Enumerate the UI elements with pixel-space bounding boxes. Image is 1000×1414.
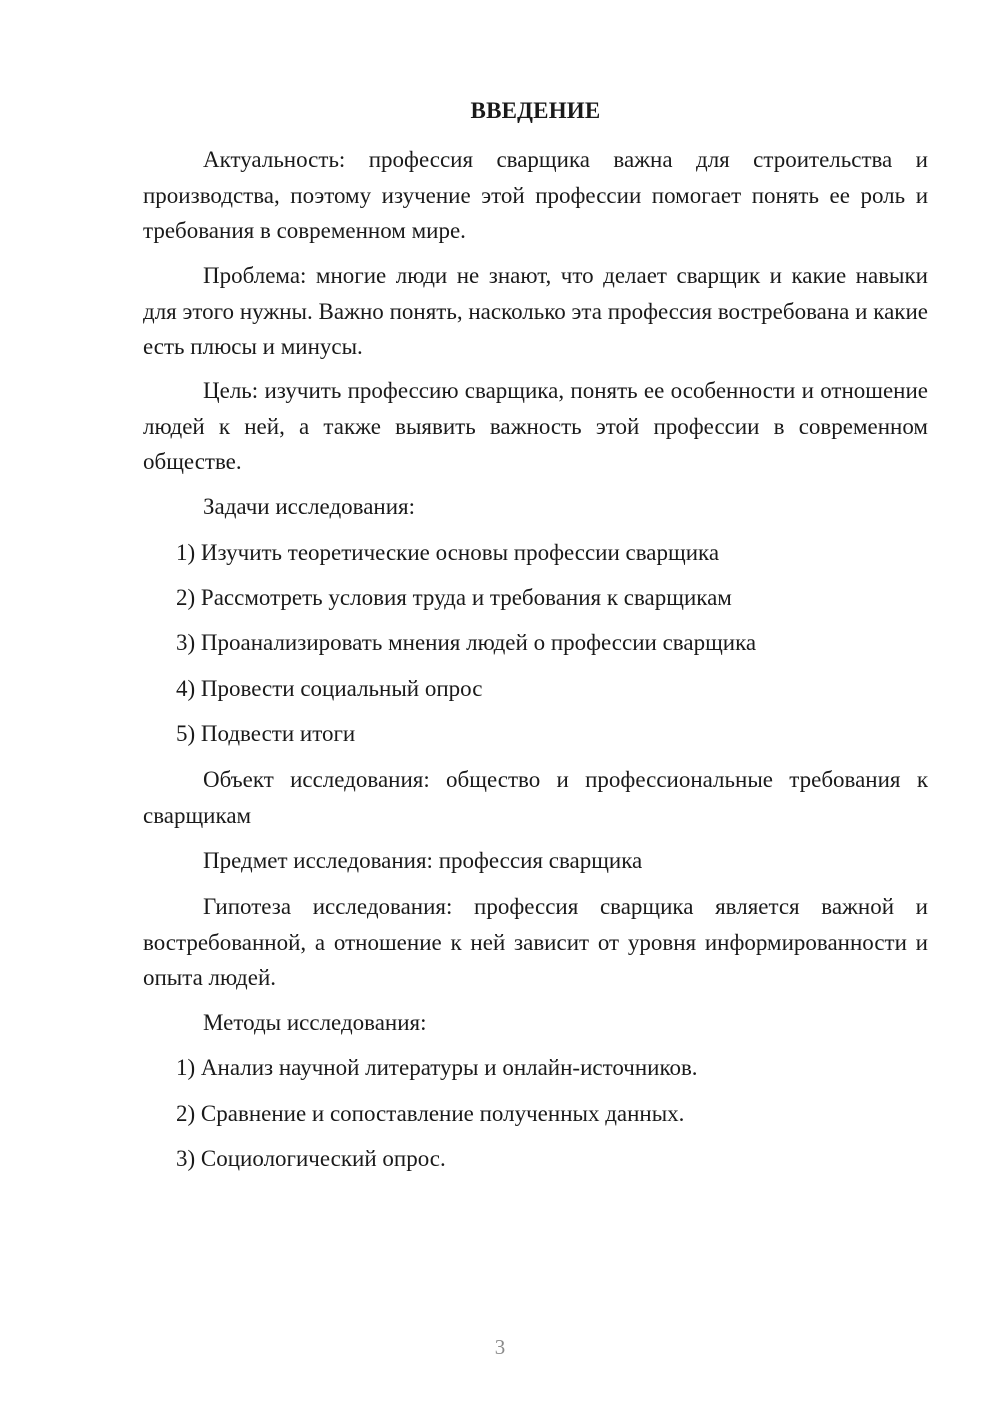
method-item: 2) Сравнение и сопоставление полученных данных.	[176, 1101, 685, 1126]
goal-paragraph: Цель: изучить профессию сварщика, понять ее особенности и отношение людей к ней, а также выявить важность этой профессии в современном обществе.	[143, 378, 928, 474]
problem-paragraph: Проблема: многие люди не знают, что делает сварщик и какие навыки для этого нужны. Важно понять, насколько эта профессия востребована и какие есть плюсы и минусы.	[143, 263, 928, 359]
object-paragraph: Объект исследования: общество и профессиональные требования к сварщикам	[143, 767, 928, 828]
task-item: 5) Подвести итоги	[176, 721, 356, 746]
relevance-paragraph: Актуальность: профессия сварщика важна для строительства и производства, поэтому изучение этой профессии помогает понять ее роль и требования в современном мире.	[143, 147, 928, 243]
hypothesis-paragraph: Гипотеза исследования: профессия сварщика является важной и востребованной, а отношение к ней зависит от уровня информированности и опыта людей.	[143, 894, 928, 990]
methods-label: Методы исследования:	[203, 1010, 427, 1035]
method-item: 1) Анализ научной литературы и онлайн-источников.	[176, 1055, 698, 1080]
task-item: 4) Провести социальный опрос	[176, 676, 483, 701]
section-heading: ВВЕДЕНИЕ	[470, 98, 601, 123]
subject-paragraph: Предмет исследования: профессия сварщика	[203, 848, 643, 873]
method-item: 3) Социологический опрос.	[176, 1146, 446, 1171]
task-item: 2) Рассмотреть условия труда и требования к сварщикам	[176, 585, 732, 610]
tasks-label: Задачи исследования:	[203, 494, 416, 519]
task-item: 3) Проанализировать мнения людей о профессии сварщика	[176, 630, 757, 655]
task-item: 1) Изучить теоретические основы профессии сварщика	[176, 540, 720, 565]
page-number: 3	[494, 1335, 506, 1359]
